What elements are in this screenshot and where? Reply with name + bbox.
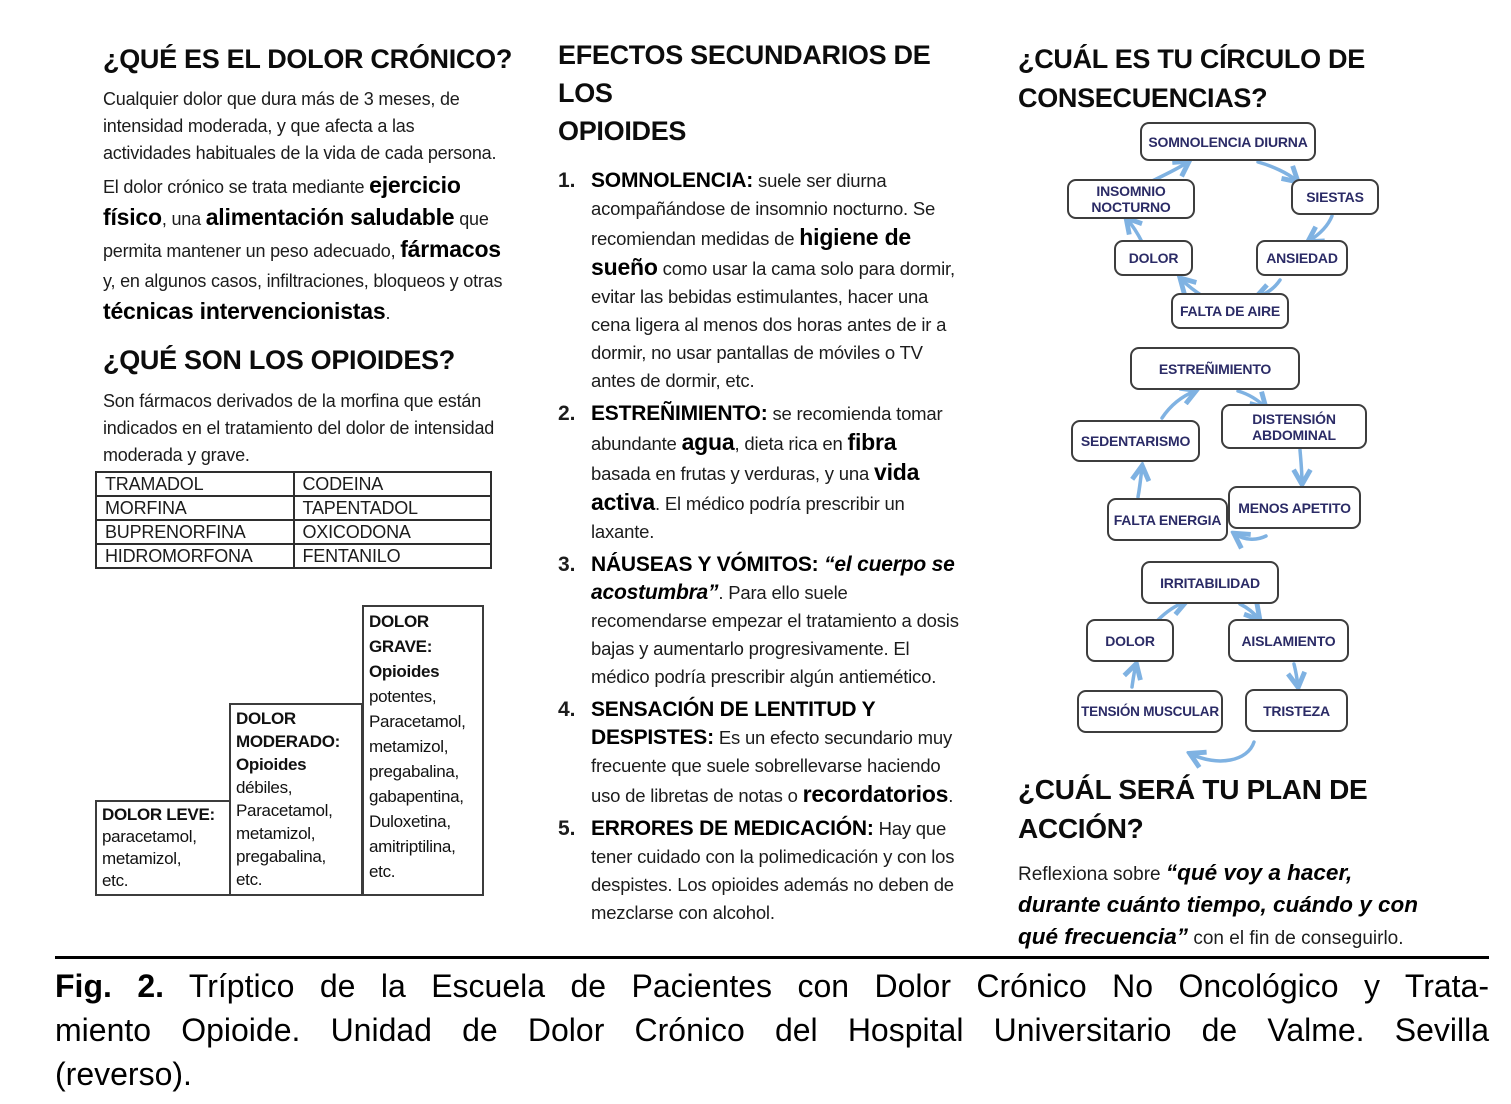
item-number: 3.: [558, 553, 576, 576]
node-sedentarismo: SEDENTARISMO: [1071, 420, 1200, 462]
arrow-tristeza-to-tension: [1191, 742, 1254, 761]
item-number: 5.: [558, 817, 576, 840]
side-effect-item-lentitud: [558, 696, 960, 810]
ladder-line: débiles,: [236, 778, 293, 797]
ladder-title: MODERADO:: [236, 732, 341, 751]
arrow-falta-energia-to-sedentarismo: [1138, 467, 1142, 497]
opioid-drugs-table: [95, 471, 492, 569]
figure-caption: [55, 964, 1489, 1096]
item-text: NÁUSEAS Y VÓMITOS: “el cuerpo se acostumbra”. Para ello suele recomendarse empezar el tratamiento a dosis bajas y aumentarlo progresivamente. El médico podría prescribir algún antiemético.: [591, 553, 959, 687]
heading-line: ¿CUÁL ES TU CÍRCULO DE: [1018, 44, 1365, 74]
ladder-line: potentes,: [369, 687, 437, 706]
side-effect-item-somnolencia: [558, 167, 960, 395]
heading-line: CONSECUENCIAS?: [1018, 83, 1268, 113]
heading-action-plan: ¿CUÁL SERÁ TU PLAN DE ACCIÓN?: [1018, 774, 1368, 844]
ladder-line: Opioides: [369, 662, 440, 681]
caption-line: miento Opioide. Unidad de Dolor Crónico del Hospital Universitario de Valme. Sevilla: [55, 1012, 1489, 1048]
ladder-line: Duloxetina,: [369, 812, 451, 831]
node-somnolencia-diurna: SOMNOLENCIA DIURNA: [1140, 122, 1316, 161]
item-number: 2.: [558, 402, 576, 425]
side-effect-item-nauseas: [558, 551, 960, 691]
ladder-title: DOLOR: [369, 612, 429, 631]
node-tristeza: TRISTEZA: [1245, 689, 1348, 732]
ladder-line: etc.: [102, 871, 129, 890]
drug-cell: HIDROMORFONA: [96, 544, 294, 568]
drug-cell: OXICODONA: [294, 520, 492, 544]
pain-ladder-step-mild: [95, 800, 231, 896]
arrow-dolor-to-irritabilidad: [1158, 602, 1185, 620]
arrow-siestas-to-ansiedad: [1309, 216, 1332, 241]
node-irritabilidad: IRRITABILIDAD: [1141, 561, 1279, 604]
ladder-line: amitriptilina,: [369, 837, 456, 856]
table-row: [96, 472, 491, 496]
item-number: 4.: [558, 698, 576, 721]
node-falta-de-aire: FALTA DE AIRE: [1171, 293, 1289, 329]
arrow-aislamiento-to-tristeza: [1294, 664, 1298, 686]
ladder-title: DOLOR: [236, 709, 296, 728]
table-row: [96, 544, 491, 568]
heading-side-effects: [558, 36, 960, 150]
paragraph-chronic-pain-definition: Cualquier dolor que dura más de 3 meses, de intensidad moderada, y que afecta a las actividades habituales de la vida de cada persona.: [103, 89, 497, 163]
drug-cell: TRAMADOL: [96, 472, 294, 496]
ladder-line: Opioides: [236, 755, 307, 774]
arrow-distension-to-menos-apetito: [1300, 450, 1302, 483]
ladder-line: metamizol,: [369, 737, 449, 756]
arrow-irritabilidad-to-aislamiento: [1240, 604, 1259, 619]
ladder-line: metamizol,: [236, 824, 316, 843]
node-ansiedad: ANSIEDAD: [1256, 240, 1348, 276]
pain-ladder-step-severe: [362, 605, 484, 896]
ladder-line: Paracetamol,: [369, 712, 466, 731]
drug-cell: FENTANILO: [294, 544, 492, 568]
side-effects-column: [558, 36, 960, 927]
ladder-title: DOLOR LEVE:: [102, 805, 215, 824]
figure-label: Fig. 2.: [55, 968, 165, 1004]
node-falta-energia: FALTA ENERGIA: [1107, 498, 1228, 541]
ladder-line: gabapentina,: [369, 787, 464, 806]
heading-line: OPIOIDES: [558, 116, 687, 146]
drug-cell: CODEINA: [294, 472, 492, 496]
ladder-title: GRAVE:: [369, 637, 433, 656]
node-siestas: SIESTAS: [1291, 179, 1379, 215]
action-plan-section: [1018, 770, 1420, 954]
caption-line: (reverso).: [55, 1056, 192, 1092]
ladder-line: pregabalina,: [369, 762, 459, 781]
paragraph-chronic-pain-treatment: El dolor crónico se trata mediante ejercicio físico, una alimentación saludable que permita mantener un peso adecuado, fármacos y, en algunos casos, infiltraciones, bloqueos y otras técnicas intervencionistas.: [103, 172, 503, 324]
node-dolor-1: DOLOR: [1114, 240, 1193, 276]
drug-cell: MORFINA: [96, 496, 294, 520]
ladder-line: etc.: [236, 870, 263, 889]
item-text: SENSACIÓN DE LENTITUD Y DESPISTES: Es un efecto secundario muy frecuente que suele sobrellevarse haciendo uso de libretas de notas o recordatorios.: [591, 698, 954, 807]
node-dolor-2: DOLOR: [1086, 619, 1174, 662]
arrow-tension-to-dolor: [1132, 665, 1136, 687]
ladder-line: Paracetamol,: [236, 801, 333, 820]
item-text: ESTREÑIMIENTO: se recomienda tomar abundante agua, dieta rica en fibra basada en frutas y verduras, y una vida activa. El médico podría prescribir un laxante.: [591, 402, 943, 542]
heading-what-is-chronic-pain: ¿QUÉ ES EL DOLOR CRÓNICO?: [103, 44, 513, 74]
caption-line: Fig. 2. Tríptico de la Escuela de Pacientes con Dolor Crónico No Oncológico y Trata-: [55, 968, 1490, 1004]
paragraph-opioids-definition: Son fármacos derivados de la morfina que están indicados en el tratamiento del dolor de intensidad moderada y grave.: [103, 391, 495, 465]
ladder-line: pregabalina,: [236, 847, 326, 866]
heading-what-are-opioids: ¿QUÉ SON LOS OPIOIDES?: [103, 345, 455, 375]
drug-cell: TAPENTADOL: [294, 496, 492, 520]
node-aislamiento: AISLAMIENTO: [1228, 619, 1349, 662]
arrow-sedentarismo-to-estrenimiento: [1162, 391, 1195, 418]
arrow-dolor-to-insomnio: [1127, 219, 1142, 242]
side-effect-item-errores: [558, 815, 960, 927]
pain-ladder-step-moderate: [229, 703, 363, 896]
action-plan-paragraph: Reflexiona sobre “qué voy a hacer, durante cuánto tiempo, cuándo y con qué frecuencia” con el fin de conseguirlo.: [1018, 860, 1419, 949]
node-estrenimiento: ESTREÑIMIENTO: [1130, 347, 1300, 390]
ladder-line: paracetamol,: [102, 827, 197, 846]
table-row: [96, 520, 491, 544]
ladder-line: metamizol,: [102, 849, 182, 868]
arrow-somnolencia-to-siestas: [1258, 162, 1297, 181]
caption-divider: [55, 956, 1489, 959]
table-row: [96, 496, 491, 520]
item-text: ERRORES DE MEDICACIÓN: Hay que tener cuidado con la polimedicación y con los despistes. Los opioides además no deben de mezclarse con alcohol.: [591, 817, 955, 923]
arrow-menos-apetito-to-falta-energia: [1235, 534, 1266, 539]
item-text: SOMNOLENCIA: suele ser diurna acompañándose de insomnio nocturno. Se recomiendan medidas de higiene de sueño como usar la cama solo para dormir, evitar las bebidas estimulantes, hacer una cena ligera al menos dos horas antes de ir a dormir, no usar pantallas de móviles o TV antes de dormir, etc.: [591, 169, 955, 391]
item-number: 1.: [558, 169, 576, 192]
heading-line: EFECTOS SECUNDARIOS DE LOS: [558, 40, 931, 108]
node-tension-muscular: TENSIÓN MUSCULAR: [1077, 690, 1223, 733]
node-insomnio-nocturno: INSOMNIO NOCTURNO: [1067, 179, 1195, 219]
node-menos-apetito: MENOS APETITO: [1228, 486, 1361, 529]
drug-cell: BUPRENORFINA: [96, 520, 294, 544]
side-effect-item-estrenimiento: [558, 400, 960, 546]
node-distension-abdominal: DISTENSIÓN ABDOMINAL: [1221, 404, 1367, 449]
ladder-line: etc.: [369, 862, 396, 881]
